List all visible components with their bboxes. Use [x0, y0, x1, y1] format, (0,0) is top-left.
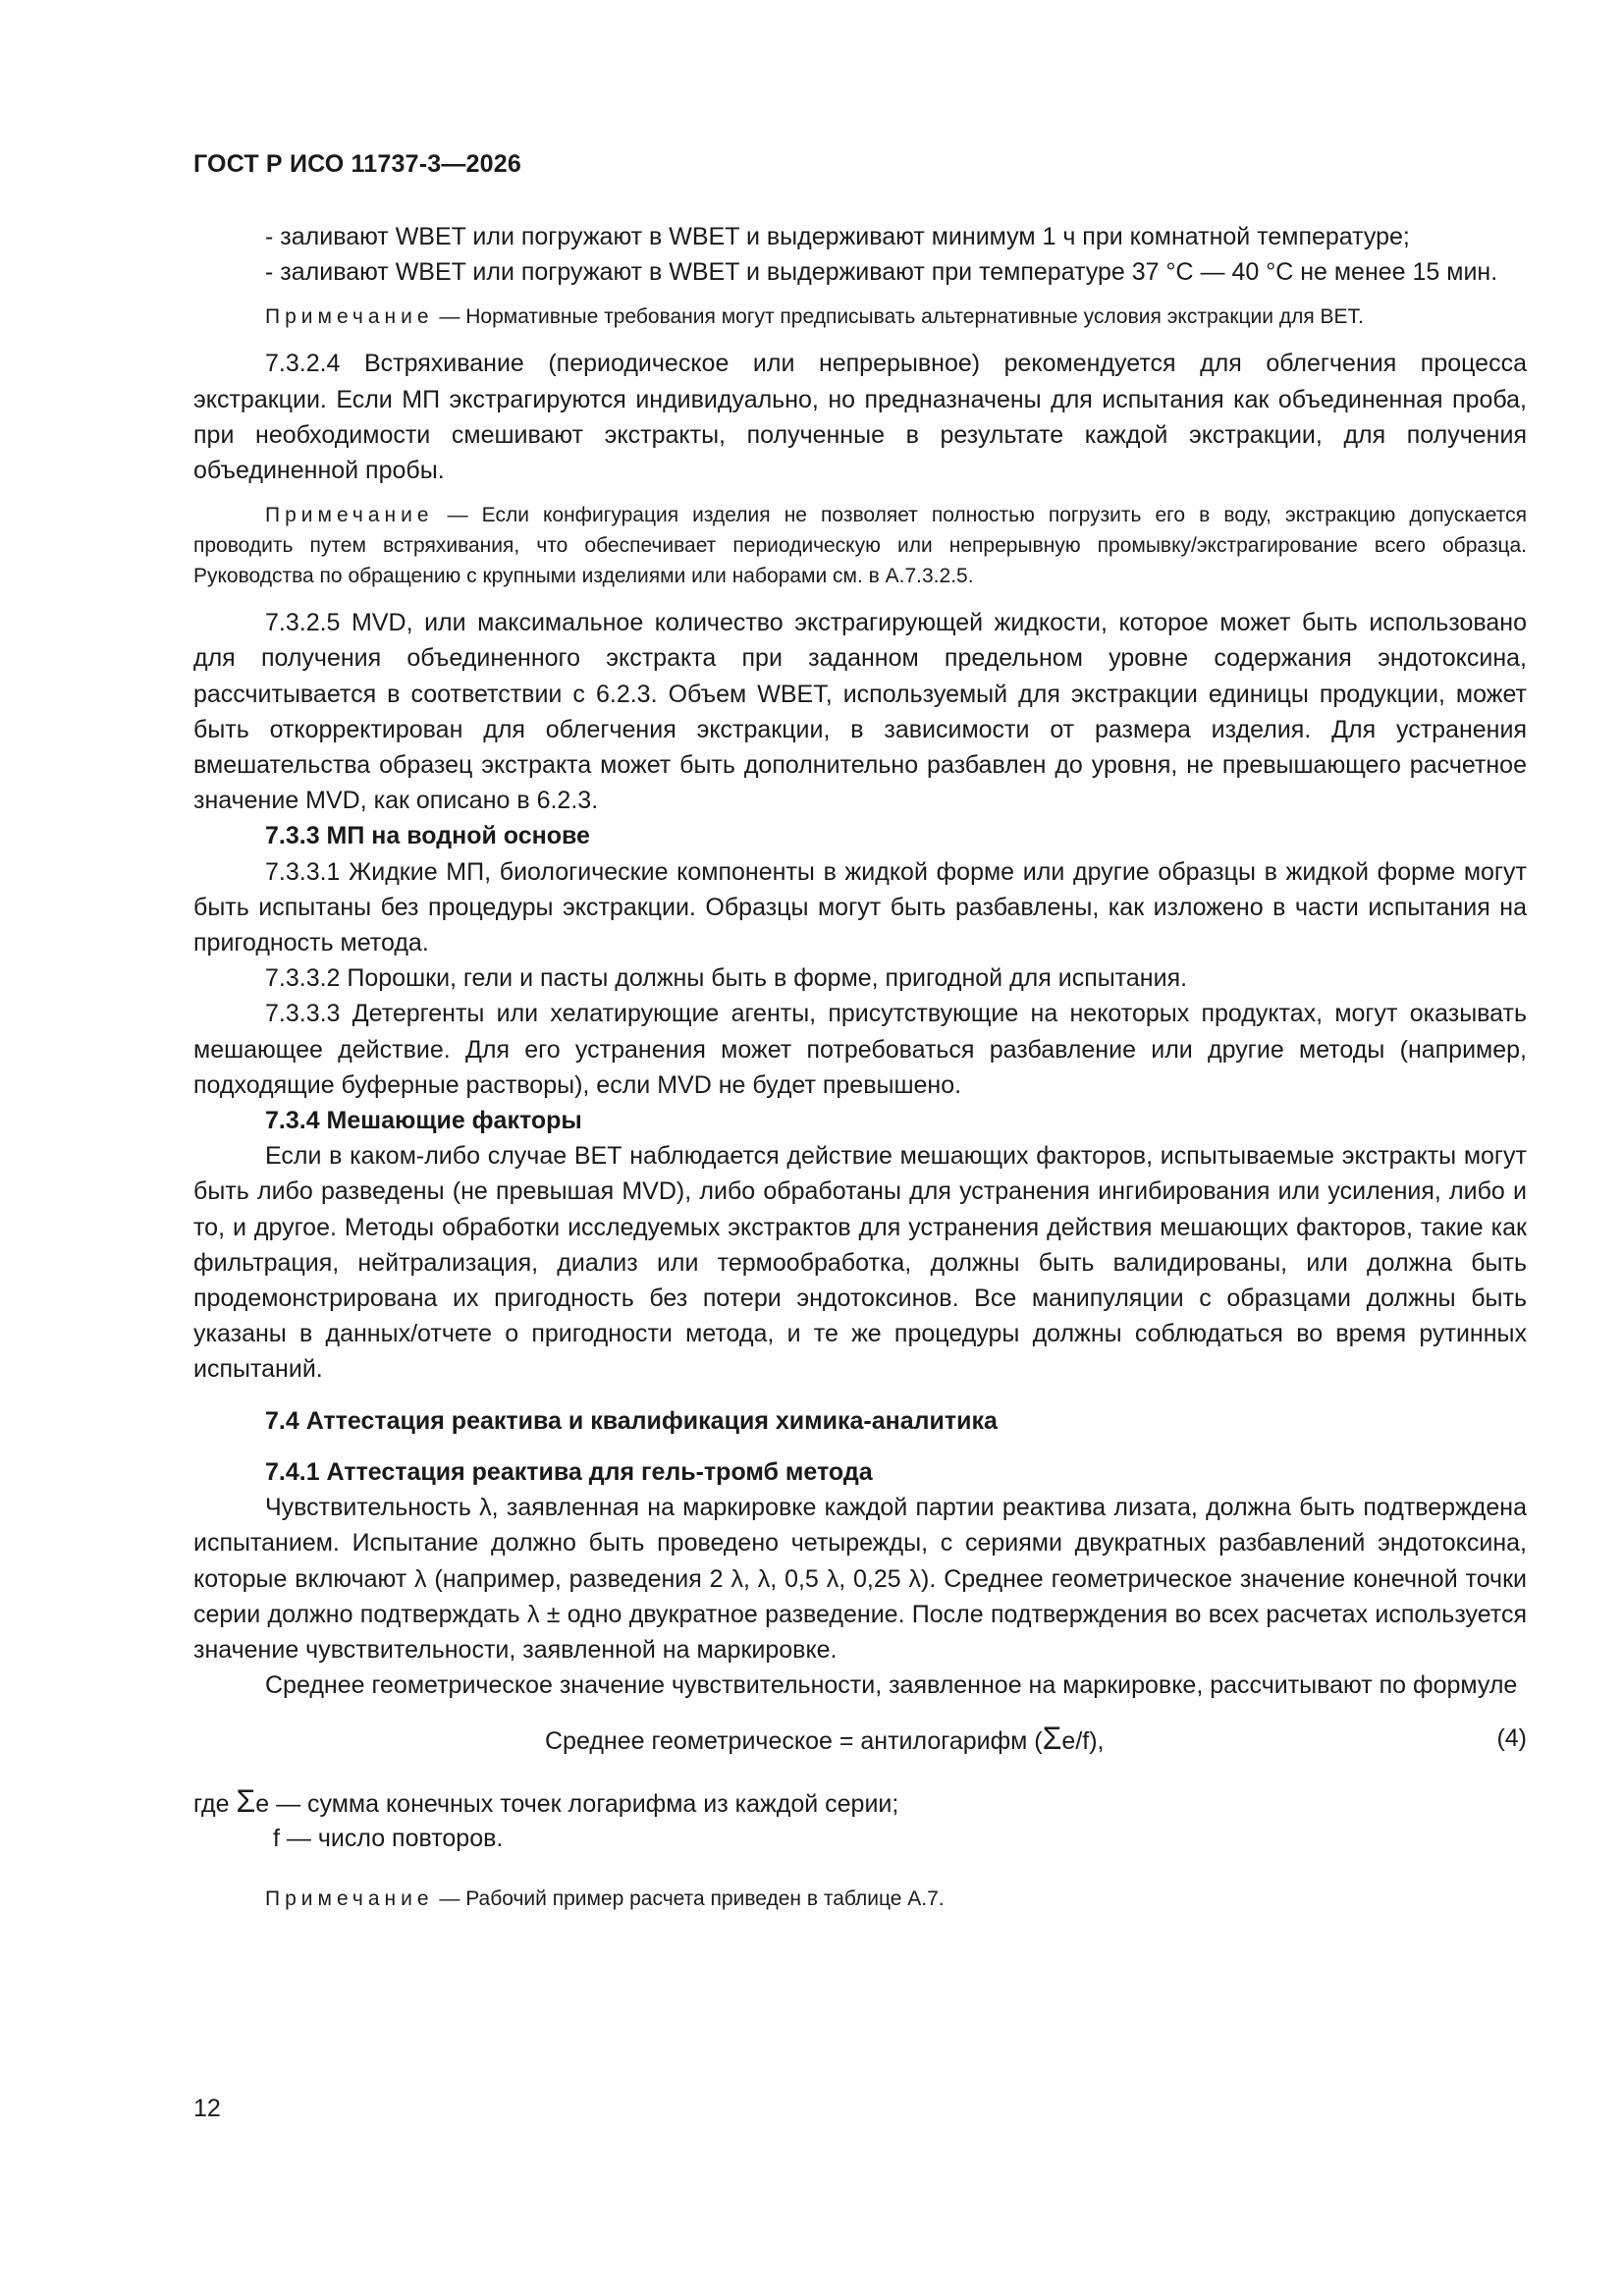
paragraph-7-3-3-3: 7.3.3.3 Детергенты или хелатирующие агенты, присутствующие на некоторых продуктах, могут оказывать мешающее действие. Для его устранения может потребоваться разбавление или другие методы (например, подходящие буферные растворы), если MVD не будет превышено.: [193, 1000, 1527, 1099]
note-3: [193, 1884, 1527, 1914]
note-label: Примечание: [265, 305, 434, 329]
sigma-symbol: Σ: [236, 1783, 256, 1820]
formula-right: e/f),: [1061, 1727, 1105, 1756]
page-number: 12: [193, 2095, 221, 2122]
sigma-symbol: Σ: [1042, 1721, 1062, 1757]
formula-expression: [545, 1721, 1105, 1759]
legend-prefix: где: [193, 1790, 237, 1819]
heading-7-4: 7.4 Аттестация реактива и квалификация химика-аналитика: [265, 1406, 998, 1435]
formula-left: Среднее геометрическое = антилогарифм (: [545, 1727, 1043, 1756]
note-text: — Рабочий пример расчета приведен в таблице А.7.: [433, 1887, 945, 1911]
formula-4: [193, 1721, 1527, 1760]
paragraph-7-4-1-b: Среднее геометрическое значение чувствительности, заявленное на маркировке, рассчитывают по формуле: [265, 1671, 1518, 1700]
list-item-2: - заливают WBET или погружают в WBET и выдерживают при температуре 37 °С — 40 °С не менее 15 мин.: [265, 258, 1498, 287]
heading-7-3-4: 7.3.4 Мешающие факторы: [265, 1107, 582, 1135]
paragraph-7-3-4: Если в каком-либо случае ВЕТ наблюдается действие мешающих факторов, испытываемые экстракты могут быть либо разведены (не превышая MVD), либо обработаны для устранения ингибирования или усиления, либо и то, и другое. Методы обработки исследуемых экстрактов для устранения действия мешающих факторов, такие как фильтрация, нейтрализация, диализ или термообработка, должны быть валидированы, или должна быть продемонстрирована их пригодность без потери эндотоксинов. Все манипуляции с образцами должны быть указаны в данных/отчете о пригодности метода, и те же процедуры должны соблюдаться во время рутинных испытаний.: [193, 1142, 1527, 1384]
document-header: ГОСТ Р ИСО 11737-3—2026: [193, 150, 521, 178]
paragraph-7-3-3-1: 7.3.3.1 Жидкие МП, биологические компоненты в жидкой форме или другие образцы в жидкой форме могут быть испытаны без процедуры экстракции. Образцы могут быть разбавлены, как изложено в части испытания на пригодность метода.: [193, 857, 1527, 957]
heading-7-3-3: 7.3.3 МП на водной основе: [265, 822, 590, 850]
paragraph-7-3-2-4: 7.3.2.4 Встряхивание (периодическое или непрерывное) рекомендуется для облегчения процесса экстракции. Если МП экстрагируются индивидуально, но предназначены для испытания как объединенная проба, при необходимости смешивают экстракты, полученные в результате каждой экстракции, для получения объединенной пробы.: [193, 350, 1527, 485]
formula-number: (4): [1496, 1724, 1527, 1753]
legend-line-1: [193, 1783, 898, 1822]
note-1: [193, 301, 1527, 332]
heading-7-4-1: 7.4.1 Аттестация реактива для гель-тромб метода: [265, 1457, 873, 1486]
formula-legend: [193, 1777, 1527, 1856]
legend-line-2: f — число повторов.: [273, 1825, 504, 1853]
list-item-1: - заливают WBET или погружают в WBET и выдерживают минимум 1 ч при комнатной температуре;: [265, 223, 1410, 250]
note-label: Примечание: [265, 504, 434, 527]
legend-e: e — сумма конечных точек логарифма из каждой серии;: [255, 1790, 899, 1819]
note-label: Примечание: [265, 1887, 434, 1911]
paragraph-7-3-2-5: 7.3.2.5 MVD, или максимальное количество экстрагирующей жидкости, которое может быть использовано для получения объединенного экстракта при заданном предельном уровне содержания эндотоксина, рассчитывается в соответствии с 6.2.3. Объем WBET, используемый для экстракции единицы продукции, может быть откорректирован для облегчения экстракции, в зависимости от размера изделия. Для устранения вмешательства образец экстракта может быть дополнительно разбавлен до уровня, не превышающего расчетное значение MVD, как описано в 6.2.3.: [193, 609, 1527, 815]
note-text: — Нормативные требования могут предписывать альтернативные условия экстракции для ВЕТ.: [433, 305, 1364, 329]
paragraph-7-4-1-a: Чувствительность λ, заявленная на маркировке каждой партии реактива лизата, должна быть подтверждена испытанием. Испытание должно быть проведено четырежды, с сериями двукратных разбавлений эндотоксина, которые включают λ (например, разведения 2 λ, λ, 0,5 λ, 0,25 λ). Среднее геометрическое значение конечной точки серии должно подтверждать λ ± одно двукратное разведение. После подтверждения во всех расчетах используется значение чувствительности, заявленной на маркировке.: [193, 1494, 1527, 1664]
paragraph-7-3-3-2: 7.3.3.2 Порошки, гели и пасты должны быть в форме, пригодной для испытания.: [265, 964, 1188, 993]
note-text: — Если конфигурация изделия не позволяет полностью погрузить его в воду, экстракцию допускается проводить путем встряхивания, что обеспечивает периодическую или непрерывную промывку/экстрагирование всего образца. Руководства по обращению с крупными изделиями или наборами см. в А.7.3.2.5.: [193, 504, 1527, 588]
page-body: [193, 219, 1527, 1928]
note-2: [193, 500, 1527, 591]
